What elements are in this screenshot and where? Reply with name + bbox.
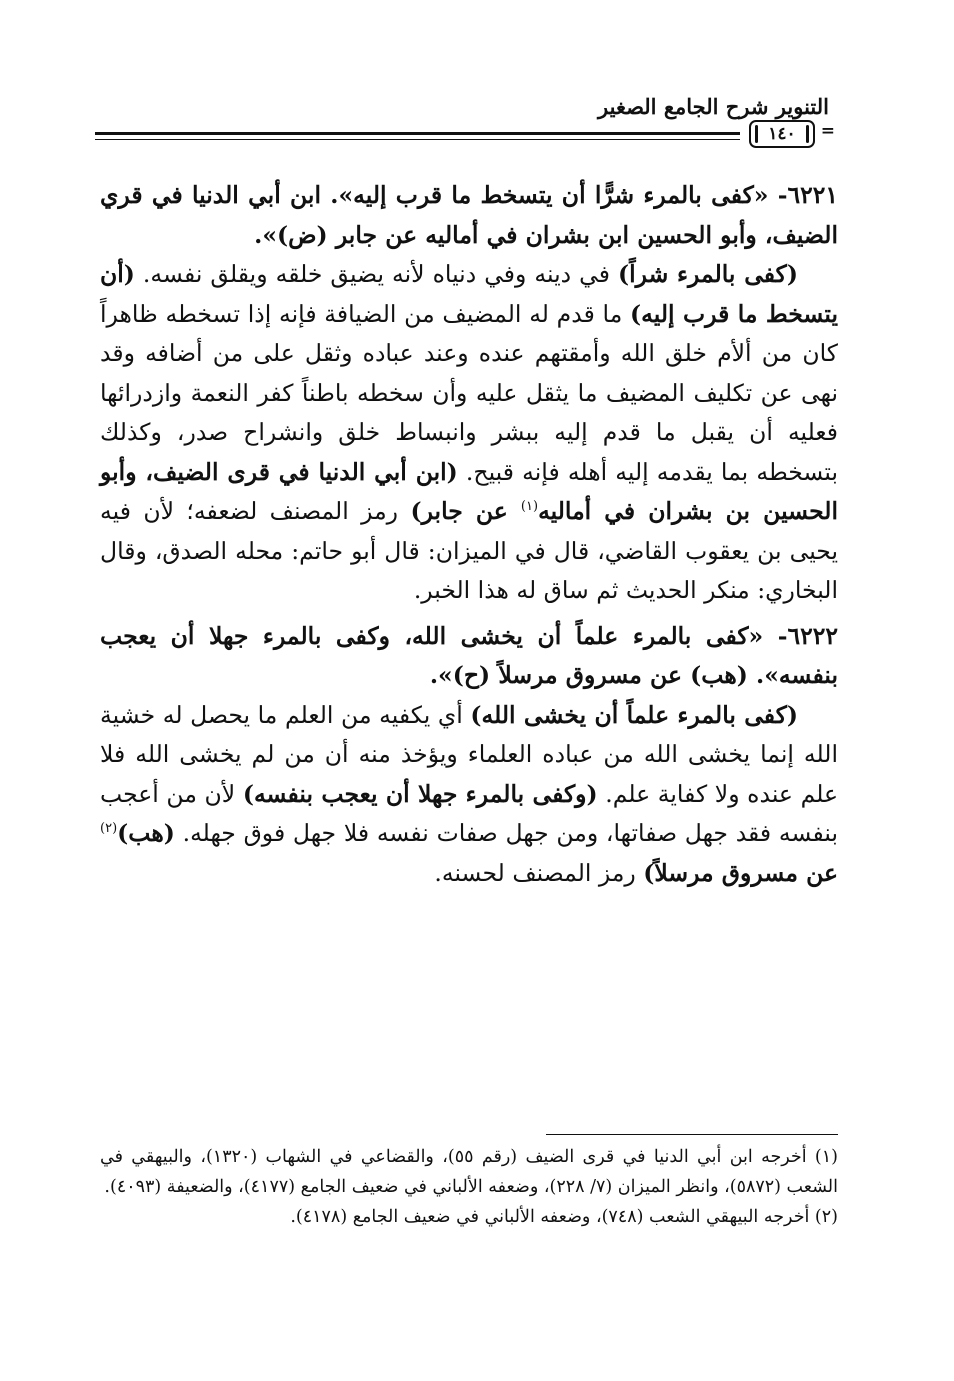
page-number: ١٤٠ xyxy=(749,120,815,148)
commentary-6221-text-2: ما قدم له المضيف من الضيافة فإنه إذا تسخطه ظاهراً كان من ألأم خلق الله وأمقتهم عنده وعند عباده وثقل على من أضافه وقد نهى عن تكليف المضيف ما يثقل عليه وأن سخطه باطناً كفر النعمة وازدرائها فعليه أن يقبل ما قدم إليه ببشر وانبساط خلق وانشراح صدر، وكذلك بتسخطه بما يقدمه إليه أهله فإنه قبيح. xyxy=(100,299,838,486)
footnote-ref-2[interactable]: (٢) xyxy=(100,821,118,837)
commentary-6222-source: (هب) xyxy=(117,819,175,847)
commentary-6222-text-1: أي يكفيه من العلم ما يحصل له خشية الله إنما يخشى الله من عباده العلماء ويؤخذ منه أن من لم يخشى الله فلا علم عنده ولا كفاية علم. xyxy=(100,700,839,808)
header-rule-thin xyxy=(95,139,740,140)
hadith-6222: ٦٢٢٢- «كفى بالمرء علماً أن يخشى الله، وكفى بالمرء جهلا أن يعجب بنفسه». (هب) عن مسروق مرسلاً (ح)». xyxy=(100,621,838,689)
commentary-6222-source-end: عن مسروق مرسلاً) xyxy=(643,858,838,887)
hadith-6221: ٦٢٢١- «كفى بالمرء شرًّا أن يتسخط ما قرب إليه». ابن أبي الدنيا في قري الضيف، وأبو الحسين ابن بشران في أماليه عن جابر (ض)». xyxy=(100,181,838,249)
commentary-6221-quote-1: (كفى بالمرء شراً) xyxy=(617,260,798,288)
footnote-2: (٢) أخرجه البيهقي الشعب (٧٤٨)، وضعفه الألباني في ضعيف الجامع (٤١٧٨). xyxy=(290,1207,838,1227)
commentary-6222-text-2: لأن من أعجب بنفسه فقد جهل صفاتها، ومن جهل صفات نفسه فلا جهل فوق جهله. xyxy=(100,779,838,847)
footnote-1: (١) أخرجه ابن أبي الدنيا في قرى الضيف (رقم ٥٥)، والقضاعي في الشهاب (١٣٢٠)، والبيهقي في الشعب (٥٨٧٢)، وانظر الميزان (٧/ ٢٢٨)، وضعفه الألباني في ضعيف الجامع (٤١٧٧)، والضعيفة (٤٠٩٣). xyxy=(100,1147,838,1197)
footnotes xyxy=(100,1142,838,1232)
commentary-6222-quote-1: (كفى بالمرء علماً أن يخشى الله) xyxy=(470,700,798,729)
commentary-6221 xyxy=(100,255,838,611)
commentary-6222 xyxy=(100,696,838,894)
footnote-separator xyxy=(546,1134,838,1135)
commentary-6222-text-3: رمز المصنف لحسنه. xyxy=(434,858,644,887)
commentary-6221-text-3: رمز المصنف لضعفه؛ لأن فيه يحيى بن يعقوب القاضي، قال في الميزان: قال أبو حاتم: محله الصدق، وقال البخاري: منكر الحديث ثم ساق له هذا الخبر. xyxy=(100,497,838,604)
commentary-6221-source-end: عن جابر) xyxy=(410,497,521,525)
page-header xyxy=(95,92,835,154)
header-mark: = xyxy=(820,121,835,141)
book-title: التنوير شرح الجامع الصغير xyxy=(598,94,829,119)
commentary-6221-quote-2: (أن يتسخط ما قرب إليه) xyxy=(100,260,839,328)
commentary-6221-text-1: في دينه وفي دنياه لأنه يضيق خلقه ويقلق نفسه. xyxy=(134,260,618,288)
header-rule-thick xyxy=(95,132,740,135)
footnote-ref-1[interactable]: (١) xyxy=(520,499,539,515)
commentary-6222-quote-2: (وكفى بالمرء جهلا أن يعجب بنفسه) xyxy=(242,779,598,808)
commentary-6221-source: (ابن أبي الدنيا في قرى الضيف، وأبو الحسين بن بشران في أماليه xyxy=(100,457,838,525)
main-text xyxy=(100,176,838,893)
